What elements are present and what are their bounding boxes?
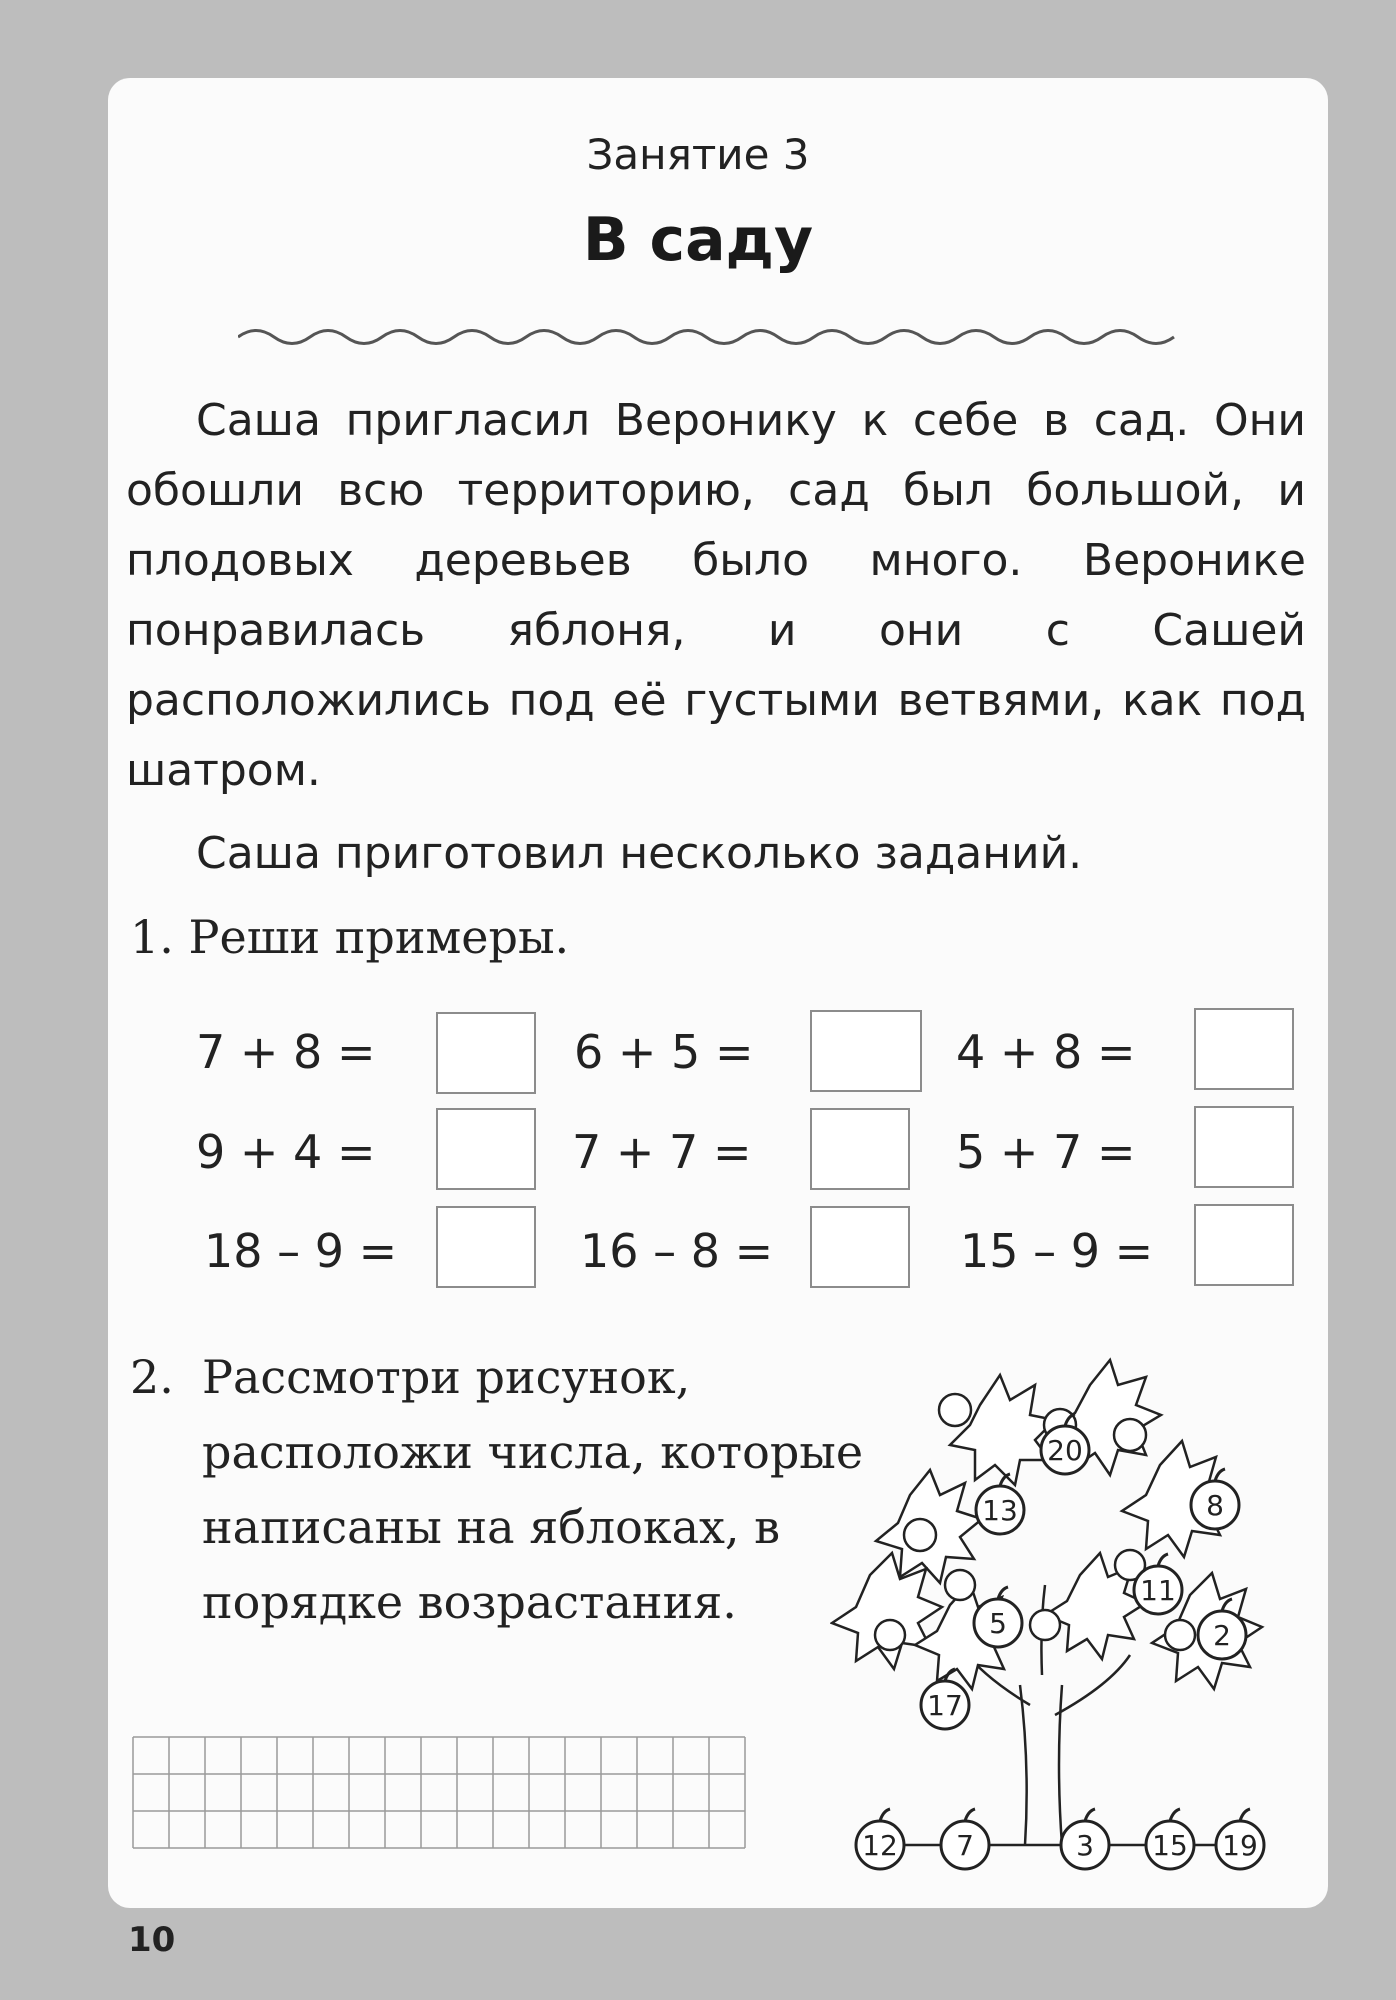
svg-text:19: 19: [1222, 1829, 1258, 1862]
svg-text:7: 7: [956, 1829, 974, 1862]
svg-text:17: 17: [927, 1689, 963, 1722]
answer-box[interactable]: [810, 1206, 910, 1288]
svg-text:3: 3: [1076, 1829, 1094, 1862]
task-2-text: Рассмотри рисунок, расположи числа, которые написаны на яблоках, в порядке возрастания.: [202, 1350, 864, 1629]
svg-text:20: 20: [1047, 1434, 1083, 1467]
tasks-intro: Саша приготовил несколько заданий.: [196, 828, 1083, 879]
example-7-plus-7: 7 + 7 =: [572, 1125, 752, 1179]
example-9-plus-4: 9 + 4 =: [196, 1125, 376, 1179]
svg-text:8: 8: [1206, 1489, 1224, 1522]
answer-box[interactable]: [436, 1108, 536, 1190]
apple-number-3: [1061, 1809, 1109, 1869]
example-15-minus-9: 15 – 9 =: [960, 1224, 1154, 1278]
answer-box[interactable]: [1194, 1106, 1294, 1188]
answer-box[interactable]: [436, 1012, 536, 1094]
example-7-plus-8: 7 + 8 =: [196, 1025, 376, 1079]
example-6-plus-5: 6 + 5 =: [574, 1025, 754, 1079]
story-text: Саша пригласил Веронику к себе в сад. Они обошли всю территорию, сад был большой, и плодовых деревьев было много. Веронике понравилась яблоня, и они с Сашей расположились под её густыми ветвями, как под шатром.: [126, 395, 1306, 796]
task-1-text: Реши примеры.: [188, 910, 570, 964]
answer-box[interactable]: [1194, 1204, 1294, 1286]
example-4-plus-8: 4 + 8 =: [956, 1025, 1136, 1079]
task-2-number: 2.: [130, 1350, 174, 1404]
answer-box[interactable]: [810, 1010, 922, 1092]
page-number: 10: [128, 1920, 176, 1960]
task-1-number: 1.: [130, 910, 174, 964]
apple-number-15: [1146, 1809, 1194, 1869]
answer-box[interactable]: [436, 1206, 536, 1288]
apple-number-7: [941, 1809, 989, 1869]
example-18-minus-9: 18 – 9 =: [204, 1224, 398, 1278]
apple-tree-illustration: [830, 1345, 1292, 1875]
answer-box[interactable]: [810, 1108, 910, 1190]
apple-number-13: [976, 1474, 1024, 1534]
apple-number-12: [856, 1809, 904, 1869]
apple-number-5: [974, 1587, 1022, 1647]
svg-text:15: 15: [1152, 1829, 1188, 1862]
example-5-plus-7: 5 + 7 =: [956, 1125, 1136, 1179]
apple-number-19: [1216, 1809, 1264, 1869]
svg-text:13: 13: [982, 1494, 1018, 1527]
task-1-heading: [130, 910, 569, 964]
lesson-label: Занятие 3: [586, 130, 810, 179]
answer-grid[interactable]: [132, 1736, 746, 1850]
apple-number-17: [921, 1669, 969, 1729]
answer-box[interactable]: [1194, 1008, 1294, 1090]
wavy-divider: [238, 322, 1188, 352]
svg-text:5: 5: [989, 1607, 1007, 1640]
svg-text:2: 2: [1213, 1619, 1231, 1652]
page-title: В саду: [582, 205, 814, 275]
svg-text:11: 11: [1140, 1574, 1176, 1607]
svg-text:12: 12: [862, 1829, 898, 1862]
example-16-minus-8: 16 – 8 =: [580, 1224, 774, 1278]
